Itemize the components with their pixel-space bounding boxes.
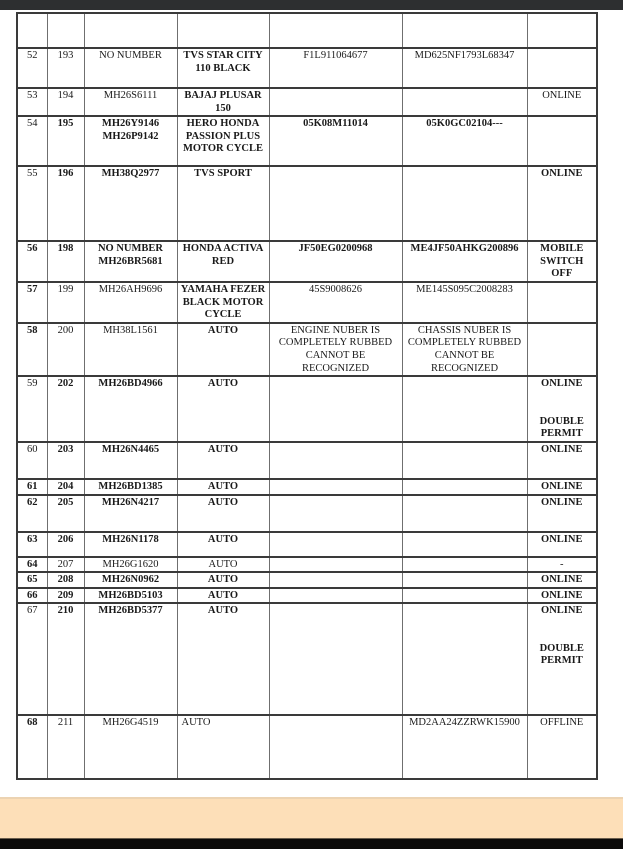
cell — [84, 13, 177, 48]
id-cell: 194 — [47, 88, 84, 116]
id-cell: 210 — [47, 603, 84, 715]
vehicle-cell: BAJAJ PLUSAR 150 — [177, 88, 269, 116]
status-secondary: DOUBLE PERMIT — [539, 415, 584, 440]
vehicle-cell: AUTO — [177, 442, 269, 479]
sr-cell: 54 — [17, 116, 47, 166]
chassis-cell — [402, 376, 527, 442]
status-cell — [527, 48, 597, 88]
registration-cell: MH26AH9696 — [84, 282, 177, 323]
table-row — [17, 479, 597, 495]
table-row — [17, 557, 597, 573]
registration-cell: MH38L1561 — [84, 323, 177, 376]
cell — [177, 13, 269, 48]
sr-cell: 62 — [17, 495, 47, 532]
engine-cell — [269, 715, 402, 779]
chassis-cell — [402, 88, 527, 116]
vehicle-cell: AUTO — [177, 376, 269, 442]
id-cell: 207 — [47, 557, 84, 573]
engine-cell: ENGINE NUBER IS COMPLETELY RUBBED CANNOT BE RECOGNIZED — [269, 323, 402, 376]
table-row — [17, 323, 597, 376]
table-row — [17, 588, 597, 604]
table-row — [17, 88, 597, 116]
sr-cell: 59 — [17, 376, 47, 442]
chassis-cell — [402, 588, 527, 604]
id-cell: 203 — [47, 442, 84, 479]
cell — [527, 13, 597, 48]
engine-cell — [269, 572, 402, 588]
chassis-cell: 05K0GC02104--- — [402, 116, 527, 166]
table-row — [17, 48, 597, 88]
registration-cell: NO NUMBER MH26BR5681 — [84, 241, 177, 282]
registration-cell: MH26N4217 — [84, 495, 177, 532]
vehicle-cell: AUTO — [177, 323, 269, 376]
id-cell: 199 — [47, 282, 84, 323]
engine-cell: 45S9008626 — [269, 282, 402, 323]
id-cell: 202 — [47, 376, 84, 442]
vehicle-cell: AUTO — [177, 532, 269, 557]
status-cell — [527, 603, 597, 715]
id-cell: 205 — [47, 495, 84, 532]
registration-cell: MH26BD5377 — [84, 603, 177, 715]
sr-cell: 61 — [17, 479, 47, 495]
registration-cell: MH26BD4966 — [84, 376, 177, 442]
sr-cell: 53 — [17, 88, 47, 116]
bottom-panel — [0, 797, 623, 838]
engine-cell — [269, 532, 402, 557]
registration-cell: MH26Y9146 MH26P9142 — [84, 116, 177, 166]
sr-cell: 56 — [17, 241, 47, 282]
id-cell: 204 — [47, 479, 84, 495]
status-cell: ONLINE — [527, 588, 597, 604]
status-cell: ONLINE — [527, 442, 597, 479]
status-cell — [527, 323, 597, 376]
sr-cell: 63 — [17, 532, 47, 557]
engine-cell — [269, 442, 402, 479]
chassis-cell: ME145S095C2008283 — [402, 282, 527, 323]
status-secondary: DOUBLE PERMIT — [539, 642, 584, 667]
engine-cell: JF50EG0200968 — [269, 241, 402, 282]
sr-cell: 67 — [17, 603, 47, 715]
status-cell: ONLINE — [527, 88, 597, 116]
sr-cell: 55 — [17, 166, 47, 241]
table-row — [17, 532, 597, 557]
chassis-cell — [402, 479, 527, 495]
cell — [47, 13, 84, 48]
id-cell: 198 — [47, 241, 84, 282]
table-row — [17, 715, 597, 779]
sr-cell: 64 — [17, 557, 47, 573]
chassis-cell — [402, 603, 527, 715]
status-cell: - — [527, 557, 597, 573]
viewer-bottom-bar — [0, 838, 623, 849]
registration-cell: MH26N4465 — [84, 442, 177, 479]
chassis-cell: MD2AA24ZZRWK15900 — [402, 715, 527, 779]
engine-cell — [269, 376, 402, 442]
status-cell: ONLINE — [527, 572, 597, 588]
sr-cell: 52 — [17, 48, 47, 88]
vehicle-cell: HONDA ACTIVA RED — [177, 241, 269, 282]
cell — [402, 13, 527, 48]
table-row — [17, 116, 597, 166]
table-row — [17, 603, 597, 715]
table-row-continuation — [17, 13, 597, 48]
id-cell: 200 — [47, 323, 84, 376]
cell — [17, 13, 47, 48]
id-cell: 208 — [47, 572, 84, 588]
registration-cell: MH26N0962 — [84, 572, 177, 588]
registration-cell: MH26N1178 — [84, 532, 177, 557]
engine-cell — [269, 557, 402, 573]
sr-cell: 57 — [17, 282, 47, 323]
engine-cell — [269, 88, 402, 116]
vehicle-cell: AUTO — [177, 495, 269, 532]
sr-cell: 68 — [17, 715, 47, 779]
chassis-cell — [402, 442, 527, 479]
chassis-cell — [402, 495, 527, 532]
viewer-top-bar — [0, 0, 623, 10]
table-row — [17, 282, 597, 323]
cell — [269, 13, 402, 48]
engine-cell: F1L911064677 — [269, 48, 402, 88]
chassis-cell: ME4JF50AHKG200896 — [402, 241, 527, 282]
id-cell: 195 — [47, 116, 84, 166]
registration-cell: MH26BD5103 — [84, 588, 177, 604]
chassis-cell: CHASSIS NUBER IS COMPLETELY RUBBED CANNOT BE RECOGNIZED — [402, 323, 527, 376]
engine-cell — [269, 166, 402, 241]
status-cell: ONLINE — [527, 495, 597, 532]
engine-cell — [269, 603, 402, 715]
id-cell: 211 — [47, 715, 84, 779]
registration-cell: MH26BD1385 — [84, 479, 177, 495]
chassis-cell — [402, 572, 527, 588]
registration-cell: NO NUMBER — [84, 48, 177, 88]
vehicle-cell: AUTO — [177, 715, 269, 779]
chassis-cell: MD625NF1793L68347 — [402, 48, 527, 88]
status-cell: OFFLINE — [527, 715, 597, 779]
sr-cell: 65 — [17, 572, 47, 588]
status-cell: ONLINE — [527, 532, 597, 557]
registration-cell: MH26S6111 — [84, 88, 177, 116]
table-row — [17, 572, 597, 588]
engine-cell — [269, 479, 402, 495]
status-cell — [527, 116, 597, 166]
vehicle-table — [16, 12, 598, 780]
vehicle-cell: AUTO — [177, 557, 269, 573]
table-row — [17, 442, 597, 479]
status-cell: ONLINE — [527, 479, 597, 495]
table-row — [17, 495, 597, 532]
chassis-cell — [402, 166, 527, 241]
id-cell: 196 — [47, 166, 84, 241]
registration-cell: MH38Q2977 — [84, 166, 177, 241]
status-cell: MOBILE SWITCH OFF — [527, 241, 597, 282]
vehicle-cell: YAMAHA FEZER BLACK MOTOR CYCLE — [177, 282, 269, 323]
table-row — [17, 376, 597, 442]
chassis-cell — [402, 532, 527, 557]
status-primary: ONLINE — [541, 378, 583, 390]
id-cell: 209 — [47, 588, 84, 604]
vehicle-cell: AUTO — [177, 479, 269, 495]
vehicle-cell: AUTO — [177, 572, 269, 588]
id-cell: 206 — [47, 532, 84, 557]
vehicle-cell: HERO HONDA PASSION PLUS MOTOR CYCLE — [177, 116, 269, 166]
vehicle-cell: AUTO — [177, 588, 269, 604]
id-cell: 193 — [47, 48, 84, 88]
engine-cell — [269, 588, 402, 604]
status-cell — [527, 282, 597, 323]
vehicle-cell: TVS STAR CITY 110 BLACK — [177, 48, 269, 88]
table-row — [17, 241, 597, 282]
status-cell — [527, 376, 597, 442]
vehicle-cell: AUTO — [177, 603, 269, 715]
chassis-cell — [402, 557, 527, 573]
engine-cell: 05K08M11014 — [269, 116, 402, 166]
vehicle-cell: TVS SPORT — [177, 166, 269, 241]
engine-cell — [269, 495, 402, 532]
sr-cell: 58 — [17, 323, 47, 376]
sr-cell: 66 — [17, 588, 47, 604]
registration-cell: MH26G4519 — [84, 715, 177, 779]
registration-cell: MH26G1620 — [84, 557, 177, 573]
status-primary: ONLINE — [541, 605, 583, 617]
table-row — [17, 166, 597, 241]
status-cell: ONLINE — [527, 166, 597, 241]
sr-cell: 60 — [17, 442, 47, 479]
